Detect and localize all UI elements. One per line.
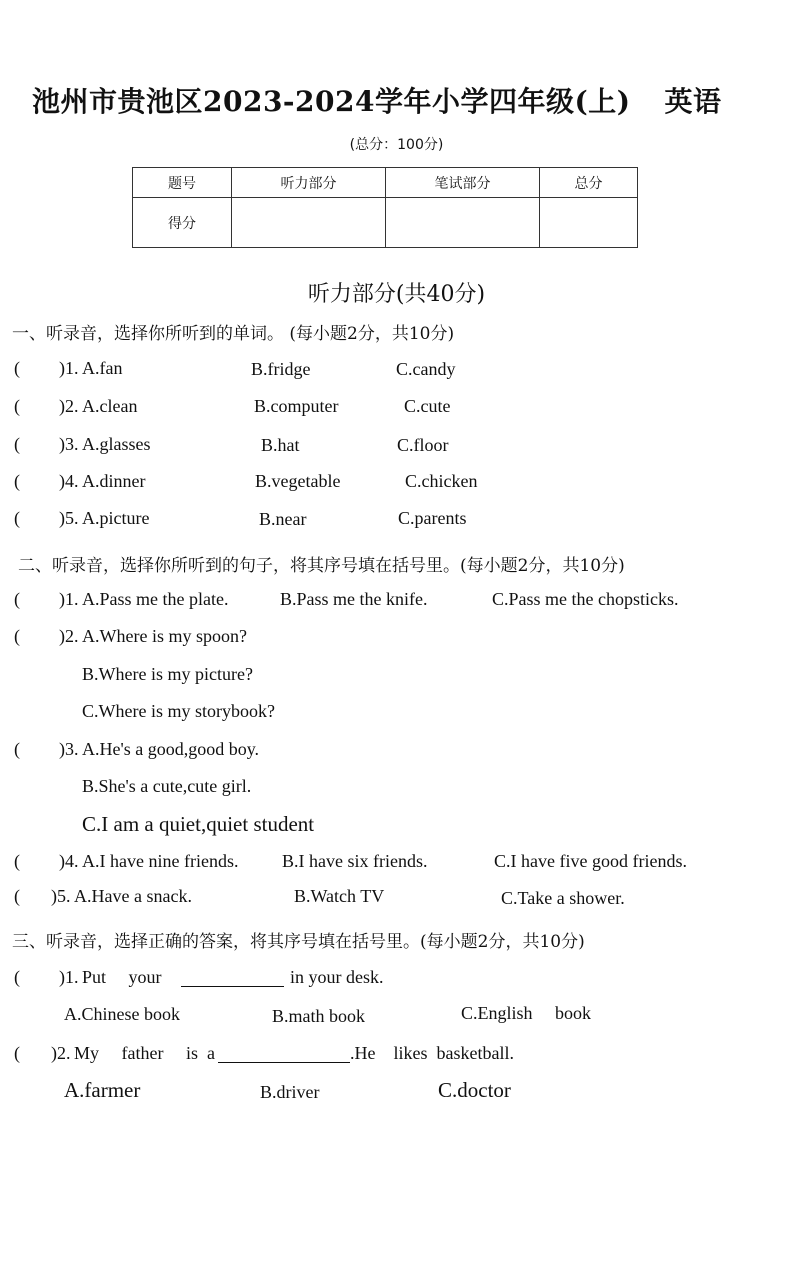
score-row-label: 得分 xyxy=(133,198,232,248)
listening-section-title: 听力部分(共40分) xyxy=(307,282,486,307)
option-c: C.doctor xyxy=(438,1078,511,1102)
option-b: B.driver xyxy=(260,1082,320,1102)
score-cell-listening[interactable] xyxy=(232,198,386,248)
option-c: C.cute xyxy=(404,396,451,416)
score-header-cell: 笔试部分 xyxy=(386,168,540,198)
score-cell-written[interactable] xyxy=(386,198,540,248)
question-text-end: .He likes basketball. xyxy=(350,1043,514,1063)
option-a: A.I have nine friends. xyxy=(82,851,239,871)
option-a: A.farmer xyxy=(64,1078,141,1102)
option-b: B.fridge xyxy=(251,359,311,379)
score-header-cell: 题号 xyxy=(133,168,232,198)
option-b: B.math book xyxy=(272,1006,365,1026)
option-a: A.Pass me the plate. xyxy=(82,589,229,609)
option-b: B.hat xyxy=(261,435,300,455)
question-number: )3. xyxy=(59,739,79,759)
answer-paren[interactable]: ( xyxy=(14,1043,20,1063)
question-number: )1. xyxy=(59,967,79,987)
fill-blank[interactable] xyxy=(218,1046,350,1063)
option-a: A.Have a snack. xyxy=(74,886,192,906)
answer-paren[interactable]: ( xyxy=(14,739,20,759)
option-c: C.I have five good friends. xyxy=(494,851,687,871)
answer-paren[interactable]: ( xyxy=(14,886,20,906)
option-b: B.I have six friends. xyxy=(282,851,428,871)
option-a: A.Chinese book xyxy=(64,1004,180,1024)
answer-paren[interactable]: ( xyxy=(14,508,20,528)
title-subject: 英语 xyxy=(664,85,722,118)
answer-paren[interactable]: ( xyxy=(14,471,20,491)
option-c: C.chicken xyxy=(405,471,478,491)
question-number: )2. xyxy=(51,1043,71,1063)
score-header-cell: 总分 xyxy=(540,168,638,198)
score-table-row xyxy=(133,198,638,248)
question-number: )3. xyxy=(59,434,79,454)
question-number: )4. xyxy=(59,471,79,491)
question-text-start: My father is a xyxy=(74,1043,215,1063)
answer-paren[interactable]: ( xyxy=(14,967,20,987)
answer-paren[interactable]: ( xyxy=(14,396,20,416)
page-title xyxy=(32,80,722,120)
option-c: C.English book xyxy=(461,1003,592,1023)
answer-paren[interactable]: ( xyxy=(14,851,20,871)
option-c: C.I am a quiet,quiet student xyxy=(82,812,315,836)
question-number: )2. xyxy=(59,626,79,646)
option-c: C.parents xyxy=(398,508,467,528)
answer-paren[interactable]: ( xyxy=(14,358,20,378)
question-text-end: in your desk. xyxy=(290,967,384,987)
question-number: )5. xyxy=(51,886,71,906)
score-table-header-row xyxy=(133,168,638,198)
option-b: B.vegetable xyxy=(255,471,341,491)
option-b: B.computer xyxy=(254,396,339,416)
option-a: A.picture xyxy=(82,508,150,528)
option-c: C.candy xyxy=(396,359,456,379)
option-b: B.Watch TV xyxy=(294,886,385,906)
question-text-start: Put your xyxy=(82,967,162,987)
option-b: B.Where is my picture? xyxy=(82,664,253,684)
option-a: A.dinner xyxy=(82,471,146,491)
option-c: C.Where is my storybook? xyxy=(82,701,275,721)
score-cell-total[interactable] xyxy=(540,198,638,248)
answer-paren[interactable]: ( xyxy=(14,626,20,646)
option-b: B.She's a cute,cute girl. xyxy=(82,776,252,796)
part2-heading: 二、听录音，选择你所听到的句子，将其序号填在括号里。(每小题2分，共10分) xyxy=(18,556,625,576)
question-number: )1. xyxy=(59,589,79,609)
option-a: A.fan xyxy=(82,358,123,378)
option-c: C.Pass me the chopsticks. xyxy=(492,589,679,609)
part1-heading: 一、听录音，选择你所听到的单词。 (每小题2分，共10分) xyxy=(12,324,455,344)
score-header-cell: 听力部分 xyxy=(232,168,386,198)
option-a: A.glasses xyxy=(82,434,151,454)
option-b: B.near xyxy=(259,509,307,529)
title-main: 池州市贵池区2023-2024学年小学四年级(上) xyxy=(32,85,631,118)
question-number: )4. xyxy=(59,851,79,871)
option-c: C.Take a shower. xyxy=(501,888,625,908)
question-number: )5. xyxy=(59,508,79,528)
option-a: A.He's a good,good boy. xyxy=(82,739,260,759)
total-score: (总分：100分) xyxy=(349,137,444,153)
option-a: A.Where is my spoon? xyxy=(82,626,247,646)
fill-blank[interactable] xyxy=(181,970,284,987)
answer-paren[interactable]: ( xyxy=(14,589,20,609)
option-a: A.clean xyxy=(82,396,138,416)
answer-paren[interactable]: ( xyxy=(14,434,20,454)
part3-heading: 三、听录音，选择正确的答案，将其序号填在括号里。(每小题2分，共10分) xyxy=(12,932,585,952)
question-number: )1. xyxy=(59,358,79,378)
score-table xyxy=(132,167,638,248)
option-b: B.Pass me the knife. xyxy=(280,589,428,609)
question-number: )2. xyxy=(59,396,79,416)
option-c: C.floor xyxy=(397,435,449,455)
